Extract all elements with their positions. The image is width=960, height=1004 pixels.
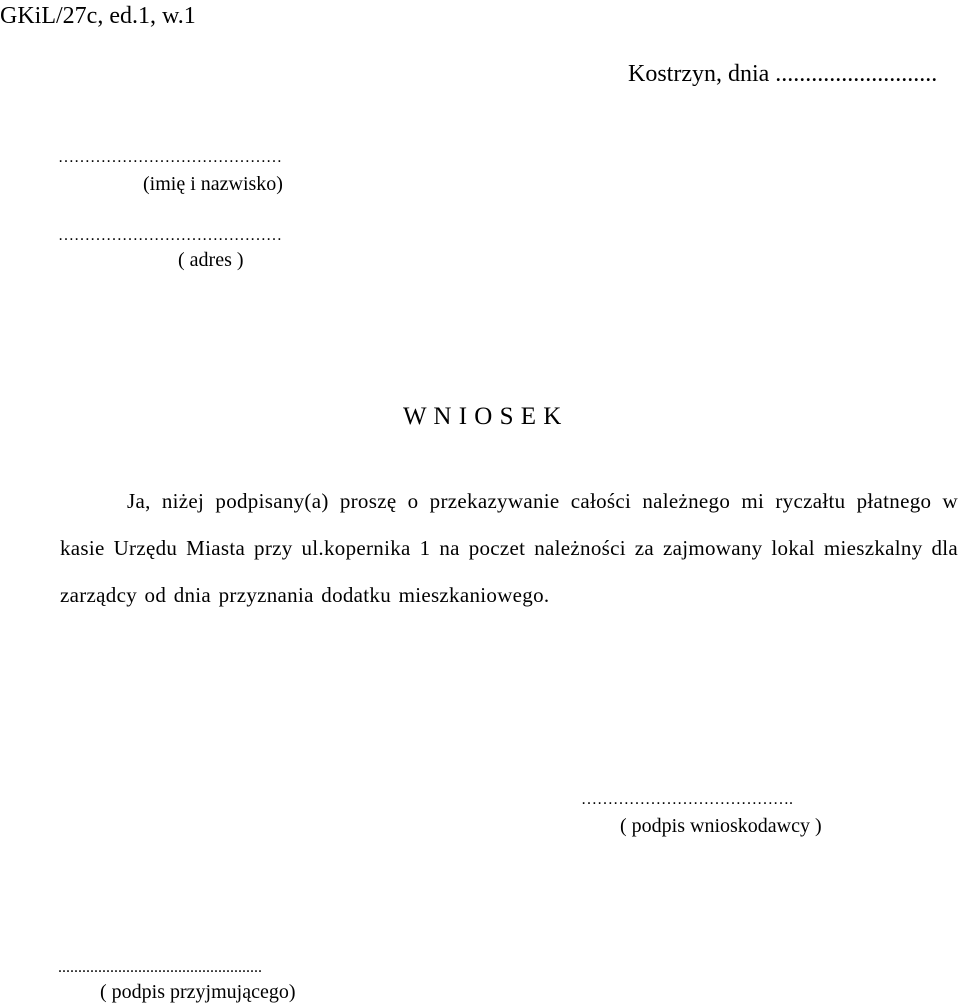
- applicant-signature-dots: ………………………………….: [581, 791, 793, 808]
- receiver-signature-dots: ...................................................: [58, 959, 262, 976]
- applicant-signature-label: ( podpis wnioskodawcy ): [620, 815, 822, 837]
- applicant-address-label: ( adres ): [178, 249, 244, 271]
- applicant-name-dots: ……………………………………: [58, 149, 282, 166]
- applicant-name-label: (imię i nazwisko): [143, 173, 283, 195]
- receiver-signature-label: ( podpis przyjmującego): [100, 981, 296, 1003]
- document-title: W N I O S E K: [403, 403, 562, 430]
- request-body: Ja, niżej podpisany(a) proszę o przekazywanie całości należnego mi ryczałtu płatnego w kasie Urzędu Miasta przy ul.kopernika 1 na poczet należności za zajmowany lokal mieszkalny dla zarządcy od dnia przyznania dodatku mieszkaniowego.: [60, 489, 958, 607]
- place-and-date: Kostrzyn, dnia ...........................: [628, 61, 938, 87]
- document-code: GKiL/27c, ed.1, w.1: [0, 3, 196, 29]
- applicant-address-dots: ……………………………………: [58, 227, 282, 244]
